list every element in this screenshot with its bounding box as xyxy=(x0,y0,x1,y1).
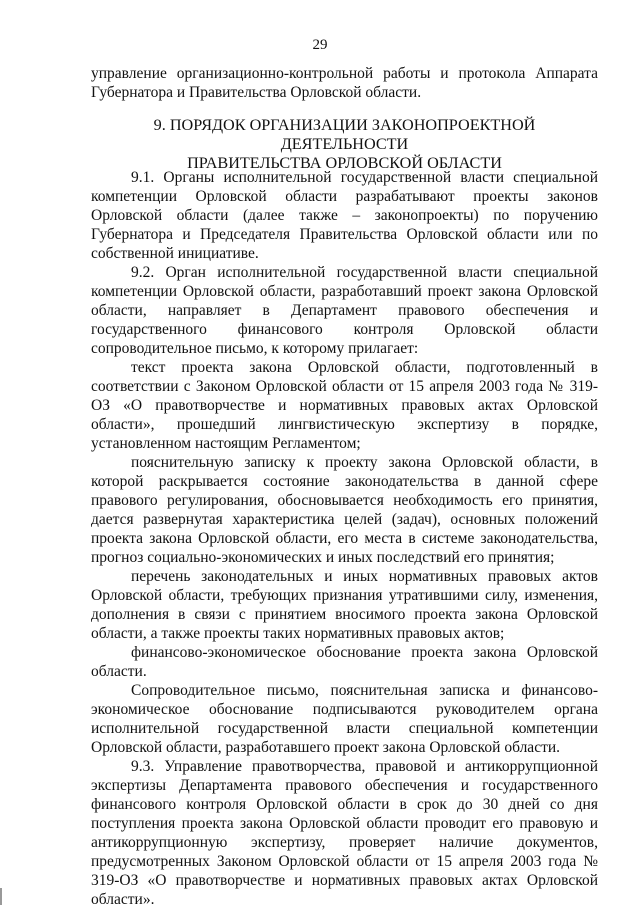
paragraph-9-3: 9.3. Управление правотворчества, правовой и антикоррупционной экспертизы Департамента правового обеспечения и государственного финансового контроля Орловской области в срок до 30 дней со дня поступления проекта закона Орловской области проводит его правовую и антикоррупционную экспертизу, проверяет наличие документов, предусмотренных Законом Орловской области от 15 апреля 2003 года № 319-ОЗ «О правотворчестве и нормативных правовых актах Орловской области». xyxy=(91,758,598,908)
scan-edge-mark xyxy=(0,888,2,905)
section-heading-line-2: ПРАВИТЕЛЬСТВА ОРЛОВСКОЙ ОБЛАСТИ xyxy=(187,154,502,172)
intro-block xyxy=(91,64,598,102)
paragraph-signing: Сопроводительное письмо, пояснительная записка и финансово-экономическое обоснование подписываются руководителем органа исполнительной государственной власти специальной компетенции Орловской области, разработавшего проект закона Орловской области. xyxy=(91,682,598,756)
section-heading xyxy=(91,116,598,173)
page-number: 29 xyxy=(312,37,328,53)
intro-paragraph: управление организационно-контрольной работы и протокола Аппарата Губернатора и Правительства Орловской области. xyxy=(91,65,598,101)
section-heading-line-1: 9. ПОРЯДОК ОРГАНИЗАЦИИ ЗАКОНОПРОЕКТНОЙ ДЕЯТЕЛЬНОСТИ xyxy=(153,116,536,153)
list-item-explanatory-note: пояснительную записку к проекту закона Орловской области, в которой раскрывается состояние законодательства в данной сфере правового регулирования, обосновывается необходимость его принятия, дается развернутая характеристика целей (задач), основных положений проекта закона Орловской области, его места в системе законодательства, прогноз социально-экономических и иных последствий его принятия; xyxy=(91,454,598,566)
paragraph-9-1: 9.1. Органы исполнительной государственной власти специальной компетенции Орловской области разрабатывают проекты законов Орловской области (далее также – законопроекты) по поручению Губернатора и Председателя Правительства Орловской области или по собственной инициативе. xyxy=(91,169,598,262)
list-item-financial-justification: финансово-экономическое обоснование проекта закона Орловской области. xyxy=(91,644,598,680)
list-item-text: текст проекта закона Орловской области, подготовленный в соответствии с Законом Орловской области от 15 апреля 2003 года № 319-ОЗ «О правотворчестве и нормативных правовых актах Орловской области», прошедший лингвистическую экспертизу в порядке, установленном настоящим Регламентом; xyxy=(91,359,598,452)
paragraph-9-2: 9.2. Орган исполнительной государственной власти специальной компетенции Орловской области, разработавший проект закона Орловской области, направляет в Департамент правового обеспечения и государственного финансового контроля Орловской области сопроводительное письмо, к которому прилагает: xyxy=(91,264,598,357)
body-block xyxy=(91,168,598,909)
list-item-acts-list: перечень законодательных и иных нормативных правовых актов Орловской области, требующих признания утратившими силу, изменения, дополнения в связи с принятием вносимого проекта закона Орловской области, а также проекты таких нормативных правовых актов; xyxy=(91,568,598,642)
